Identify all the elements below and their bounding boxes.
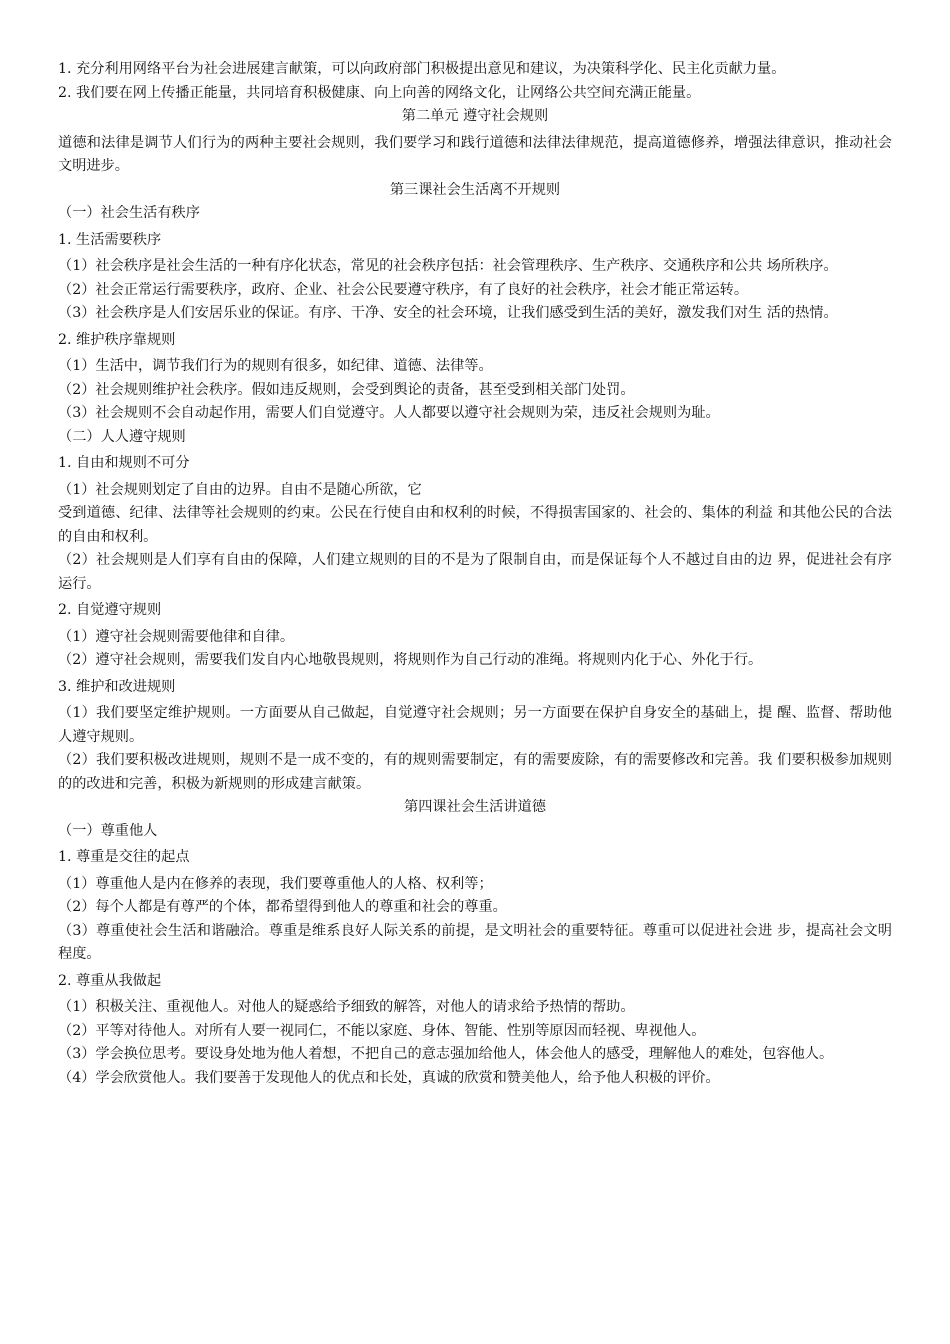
paragraph: （2）遵守社会规则，需要我们发自内心地敬畏规则，将规则作为自己行动的准绳。将规则内化于心、外化于行。 xyxy=(58,652,763,668)
lesson-heading: 第三课社会生活离不开规则 xyxy=(389,181,561,198)
subsection-heading: 2. 维护秩序靠规则 xyxy=(58,331,176,348)
paragraph: （2）平等对待他人。对所有人要一视同仁，不能以家庭、身体、智能、性别等原因而轻视、卑视他人。 xyxy=(58,1022,706,1039)
list-item: 2. 我们要在网上传播正能量，共同培育积极健康、向上向善的网络文化，让网络公共空间充满正能量。 xyxy=(58,84,701,101)
section-heading: （二）人人遵守规则 xyxy=(58,428,186,445)
paragraph: 受到道德、纪律、法律等社会规则的约束。公民在行使自由和权利的时候，不得损害国家的、社会的、集体的利益 和其他公民的合法的自由和权利。 xyxy=(58,505,892,545)
section-heading: （一）尊重他人 xyxy=(58,822,158,839)
subsection-heading: 2. 尊重从我做起 xyxy=(58,972,162,989)
paragraph: （1）我们要坚定维护规则。一方面要从自己做起，自觉遵守社会规则；另一方面要在保护自身安全的基础上，提 醒、监督、帮助他人遵守规则。 xyxy=(58,705,892,745)
paragraph: （2）社会正常运行需要秩序，政府、企业、社会公民要遵守秩序，有了良好的社会秩序，社会才能正常运转。 xyxy=(58,281,749,298)
lesson-heading: 第四课社会生活讲道德 xyxy=(404,799,546,815)
paragraph: （1）社会规则划定了自由的边界。自由不是随心所欲，它 xyxy=(58,481,422,498)
subsection-heading: 3. 维护和改进规则 xyxy=(58,678,176,695)
subsection-heading: 1. 尊重是交往的起点 xyxy=(58,849,190,865)
unit-heading: 第二单元 遵守社会规则 xyxy=(401,108,549,124)
paragraph: （3）尊重使社会生活和谐融洽。尊重是维系良好人际关系的前提，是文明社会的重要特征。尊重可以促进社会进 步，提高社会文明程度。 xyxy=(58,922,892,962)
subsection-heading: 1. 生活需要秩序 xyxy=(58,231,162,248)
paragraph: （1）遵守社会规则需要他律和自律。 xyxy=(58,628,295,645)
paragraph: （3）学会换位思考。要设身处地为他人着想，不把自己的意志强加给他人，体会他人的感受，理解他人的难处，包容他人。 xyxy=(58,1046,834,1062)
paragraph: （1）社会秩序是社会生活的一种有序化状态，常见的社会秩序包括：社会管理秩序、生产秩序、交通秩序和公共 场所秩序。 xyxy=(58,258,838,274)
paragraph: （2）我们要积极改进规则，规则不是一成不变的，有的规则需要制定，有的需要废除，有的需要修改和完善。我 们要积极参加规则的的改进和完善，积极为新规则的形成建言献策。 xyxy=(58,752,892,792)
paragraph: （2）社会规则是人们享有自由的保障，人们建立规则的目的不是为了限制自由，而是保证每个人不越过自由的边 界，促进社会有序运行。 xyxy=(58,552,892,592)
subsection-heading: 2. 自觉遵守规则 xyxy=(58,602,162,618)
paragraph: （2）社会规则维护社会秩序。假如违反规则，会受到舆论的责备，甚至受到相关部门处罚。 xyxy=(58,381,635,398)
paragraph: （4）学会欣赏他人。我们要善于发现他人的优点和长处，真诚的欣赏和赞美他人，给予他人积极的评价。 xyxy=(58,1069,720,1086)
paragraph: （1）积极关注、重视他人。对他人的疑惑给予细致的解答，对他人的请求给予热情的帮助。 xyxy=(58,999,635,1015)
subsection-heading: 1. 自由和规则不可分 xyxy=(58,455,190,471)
paragraph: （3）社会规则不会自动起作用，需要人们自觉遵守。人人都要以遵守社会规则为荣，违反社会规则为耻。 xyxy=(58,405,720,421)
paragraph: （1）尊重他人是内在修养的表现，我们要尊重他人的人格、权利等； xyxy=(58,875,493,892)
list-item: 1. 充分利用网络平台为社会进展建言献策，可以向政府部门积极提出意见和建议，为决策科学化、民主化贡献力量。 xyxy=(58,61,786,77)
paragraph: （1）生活中，调节我们行为的规则有很多，如纪律、道德、法律等。 xyxy=(58,358,493,374)
paragraph: 道德和法律是调节人们行为的两种主要社会规则，我们要学习和践行道德和法律法律规范，提高道德修养，增强法律意识，推动社会文明进步。 xyxy=(58,134,892,174)
paragraph: （3）社会秩序是人们安居乐业的保证。有序、干净、安全的社会环境，让我们感受到生活的美好，激发我们对生 活的热情。 xyxy=(58,305,838,321)
paragraph: （2）每个人都是有尊严的个体，都希望得到他人的尊重和社会的尊重。 xyxy=(58,899,507,915)
section-heading: （一）社会生活有秩序 xyxy=(58,205,200,221)
